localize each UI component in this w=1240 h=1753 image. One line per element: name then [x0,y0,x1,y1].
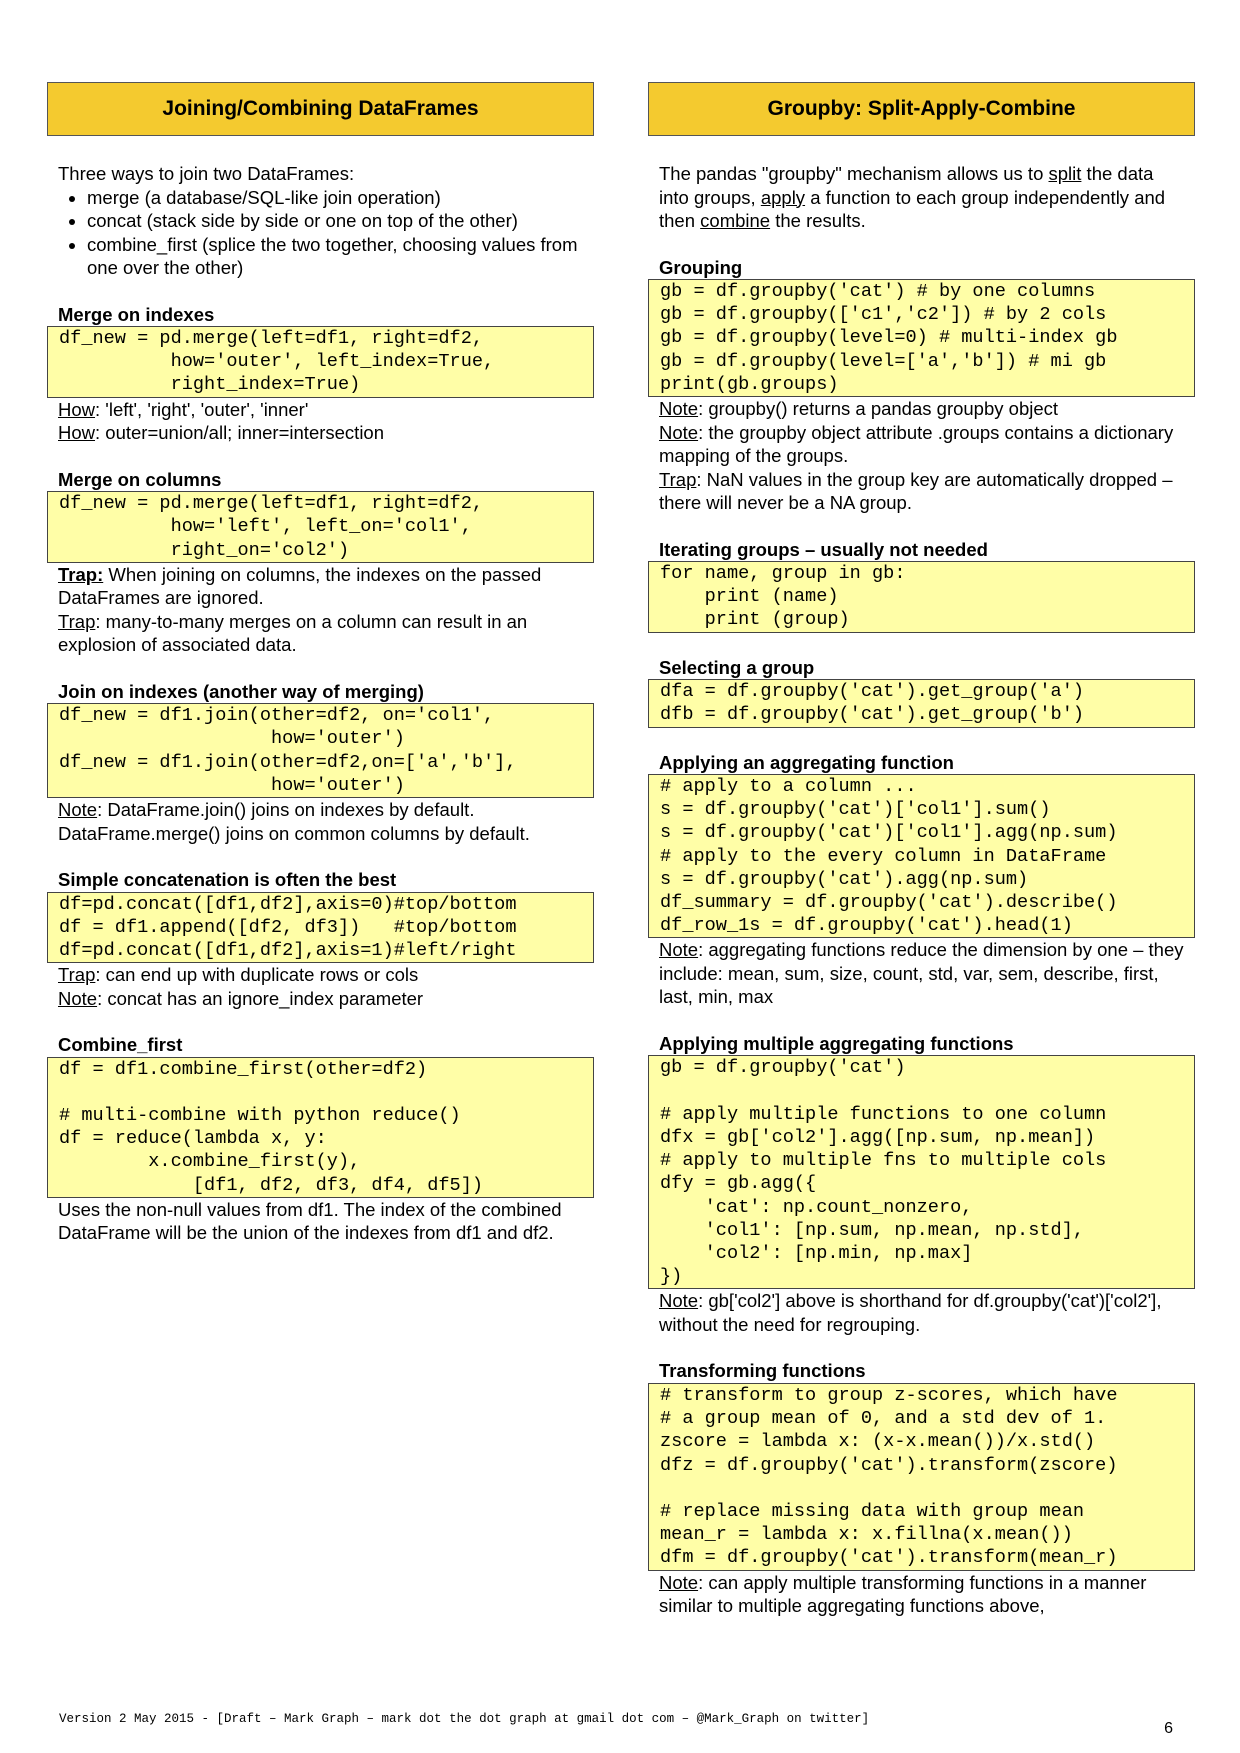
section-title-iterating: Iterating groups – usually not needed [659,538,988,560]
code-block-grouping: gb = df.groupby('cat') # by one columns gb = df.groupby(['c1','c2']) # by 2 cols gb = df.groupby(level=0) # multi-index gb gb = df.groupby(level=['a','b']) # mi gb print(gb.groups) [648,279,1195,397]
code-block-aggregating: # apply to a column ... s = df.groupby('cat')['col1'].sum() s = df.groupby('cat')['col1'].agg(np.sum) # apply to the every column in DataFrame s = df.groupby('cat').agg(np.sum) df_summary = df.groupby('cat').describe() df_row_1s = df.groupby('cat').head(1) [648,774,1195,938]
note-text: : NaN values in the group key are automatically dropped – there will never be a NA group. [659,468,1173,514]
note-text: : aggregating functions reduce the dimension by one – they include: mean, sum, size, count, std, var, sem, describe, first, last, min, max [659,939,1184,1008]
code-block-transforming: # transform to group z-scores, which have # a group mean of 0, and a std dev of 1. zscore = lambda x: (x-x.mean())/x.std() dfz = df.groupby('cat').transform(zscore) # replace missing data with group mean mean_r = lambda x: x.fillna(x.mean()) dfm = df.groupby('cat').transform(mean_r) [648,1383,1195,1571]
note [58,987,583,1011]
note-label: Note [659,398,699,420]
note [58,798,583,845]
intro-text: the data into groups, [659,163,1154,208]
note-label: How [58,398,96,420]
code-block-merge-columns: df_new = pd.merge(left=df1, right=df2, how='left', left_on='col1', right_on='col2') [47,491,594,563]
note-label: Trap [58,610,96,632]
note-label: Note [659,421,699,443]
note-text: : outer=union/all; inner=intersection [95,422,385,444]
section-title-merge-columns: Merge on columns [58,468,222,490]
left-section-header: Joining/Combining DataFrames [47,82,594,136]
note-label: Trap: [58,563,104,585]
section-title-transforming: Transforming functions [659,1360,866,1382]
footer-text: Version 2 May 2015 - [Draft – Mark Graph – mark dot the dot graph at gmail dot com – @Mark_Graph on twitter] [59,1712,870,1726]
note-label: Trap [659,468,697,490]
right-intro [659,162,1184,233]
code-block-merge-indexes: df_new = pd.merge(left=df1, right=df2, how='outer', left_index=True, right_index=True) [47,326,594,398]
section-title-join-indexes: Join on indexes (another way of merging) [58,680,424,702]
note [659,938,1184,1009]
intro-keyword-combine: combine [700,210,771,231]
note-text: : many-to-many merges on a column can result in an explosion of associated data. [58,610,528,656]
code-block-join-indexes: df_new = df1.join(other=df2, on='col1', how='outer') df_new = df1.join(other=df2,on=['a','b'], how='outer') [47,703,594,798]
left-column [47,82,594,1245]
note-text: : can end up with duplicate rows or cols [95,964,419,986]
note-label: Note [659,1571,699,1593]
left-intro: Three ways to join two DataFrames: [58,163,355,184]
code-block-iterating: for name, group in gb: print (name) print (group) [648,561,1195,633]
note-text: : the groupby object attribute .groups contains a dictionary mapping of the groups. [659,421,1174,467]
note [659,468,1184,515]
note-label: Trap [58,964,96,986]
note [58,610,583,657]
note [58,563,583,610]
section-title-concat: Simple concatenation is often the best [58,869,397,891]
note [659,397,1184,421]
join-methods-list [58,186,583,280]
note [659,1289,1184,1336]
code-block-selecting: dfa = df.groupby('cat').get_group('a') dfb = df.groupby('cat').get_group('b') [648,679,1195,727]
list-item: • merge (a database/SQL-like join operation) [87,186,583,210]
note-text: : 'left', 'right', 'outer', 'inner' [95,398,309,420]
note-label: Note [58,987,98,1009]
note-label: How [58,422,96,444]
section-title-selecting: Selecting a group [659,656,815,678]
note-text: When joining on columns, the indexes on the passed DataFrames are ignored. [58,563,542,609]
list-item: • concat (stack side by side or one on top of the other) [87,209,583,233]
list-item: • combine_first (splice the two together, choosing values from one over the other) [87,233,583,280]
section-title-merge-indexes: Merge on indexes [58,303,215,325]
combine-first-description: Uses the non-null values from df1. The index of the combined DataFrame will be the union of the indexes from df1 and df2. [58,1198,562,1244]
note [58,398,583,422]
note-label: Note [659,939,699,961]
note-text: : DataFrame.join() joins on indexes by default. DataFrame.merge() joins on common columns by default. [58,799,530,844]
note-text: : groupby() returns a pandas groupby object [698,398,1059,420]
code-block-multi-agg: gb = df.groupby('cat') # apply multiple functions to one column dfx = gb['col2'].agg([np.sum, np.mean]) # apply to multiple fns to multiple cols dfy = gb.agg({ 'cat': np.count_nonzero, 'col1': [np.sum, np.mean, np.std], 'col2': [np.min, np.max] }) [648,1055,1195,1289]
intro-keyword-split: split [1048,163,1082,184]
note-text: : gb['col2'] above is shorthand for df.groupby('cat')['col2'], without the need for regrouping. [659,1290,1162,1335]
code-block-concat: df=pd.concat([df1,df2],axis=0)#top/bottom df = df1.append([df2, df3]) #top/bottom df=pd.concat([df1,df2],axis=1)#left/right [47,892,594,964]
section-title-multi-agg: Applying multiple aggregating functions [659,1032,1014,1054]
note-label: Note [659,1290,699,1312]
note [58,421,583,445]
note [659,421,1184,468]
code-block-combine-first: df = df1.combine_first(other=df2) # multi-combine with python reduce() df = reduce(lambda x, y: x.combine_first(y), [df1, df2, df3, df4, df5]) [47,1057,594,1198]
note [659,1571,1184,1618]
section-title-combine-first: Combine_first [58,1034,183,1056]
note-text: : concat has an ignore_index parameter [97,987,424,1009]
intro-text: a function to each group independently and then [659,186,1166,231]
page-number: 6 [1164,1720,1173,1737]
note [58,963,583,987]
right-section-header: Groupby: Split-Apply-Combine [648,82,1195,136]
intro-keyword-apply: apply [760,186,806,208]
section-title-grouping: Grouping [659,256,743,278]
note-label: Note [58,799,98,821]
intro-text: the results. [770,210,866,231]
note-text: : can apply multiple transforming functions in a manner similar to multiple aggregating functions above, [659,1571,1147,1617]
right-column [648,82,1195,1618]
intro-text: The pandas "groupby" mechanism allows us to [659,163,1049,184]
section-title-aggregating: Applying an aggregating function [659,751,954,773]
